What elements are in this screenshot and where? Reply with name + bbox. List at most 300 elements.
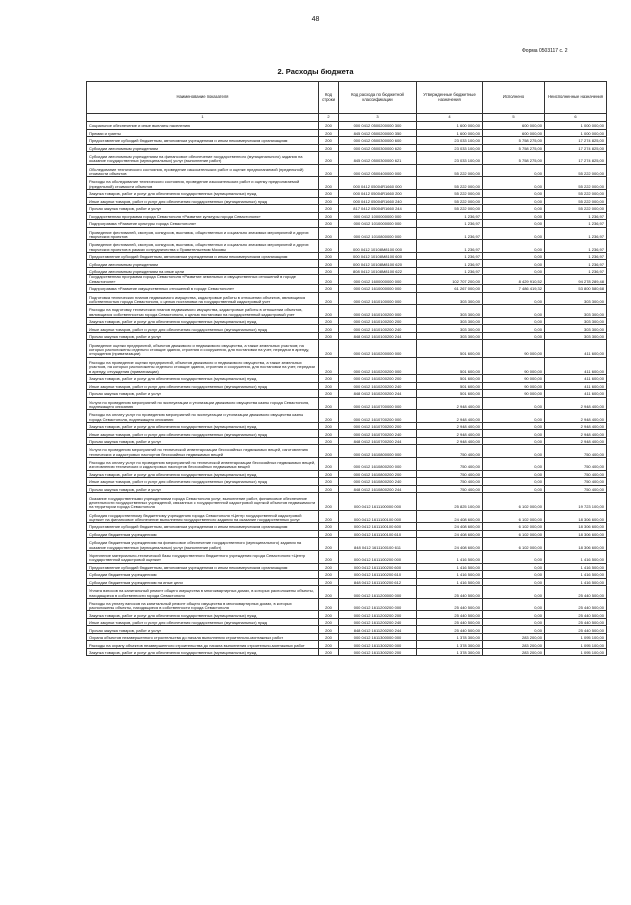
row-name: Прочая закупка товаров, работ и услуг <box>87 485 319 493</box>
column-number-row <box>87 114 607 122</box>
row-budget-code: 000 0412 1611100200 600 <box>339 563 417 571</box>
header-row <box>87 82 607 114</box>
row-executed: 0,00 <box>483 220 545 228</box>
table-row <box>87 375 607 383</box>
row-name: Государственная программа города Севастополя «Развитие культуры города Севастополя» <box>87 212 319 220</box>
row-line-code: 200 <box>319 571 339 579</box>
row-executed: 0,00 <box>483 422 545 430</box>
row-unexecuted: 303 300,00 <box>545 317 607 325</box>
row-approved: 24 408 600,00 <box>417 510 483 523</box>
row-budget-code: 000 0412 1610100200 240 <box>339 325 417 333</box>
row-approved: 24 408 600,00 <box>417 538 483 551</box>
table-row <box>87 611 607 619</box>
row-budget-code: 000 0412 1610700200 200 <box>339 422 417 430</box>
row-unexecuted: 25 440 500,00 <box>545 598 607 611</box>
table-row <box>87 292 607 305</box>
row-budget-code: 000 0412 1000000000 000 <box>339 212 417 220</box>
column-number: 4 <box>417 114 483 122</box>
row-executed: 0,00 <box>483 227 545 240</box>
row-executed: 0,00 <box>483 618 545 626</box>
row-executed: 0,00 <box>483 260 545 268</box>
row-line-code: 200 <box>319 626 339 634</box>
row-name: Субсидии автономным учреждениям на финансовое обеспечение государственного (муниципального) задания на оказание государственных (муниципальных) услуг (выполнение работ) <box>87 152 319 165</box>
row-budget-code: 000 0412 10108М8100 000 <box>339 240 417 253</box>
row-name: Закупка товаров, работ и услуг для обеспечения государственных (муниципальных) нужд <box>87 317 319 325</box>
row-executed: 283 200,00 <box>483 648 545 656</box>
row-unexecuted: 411 600,00 <box>545 375 607 383</box>
row-unexecuted: 1 236,97 <box>545 227 607 240</box>
row-budget-code: 000 0412 10108М8100 600 <box>339 252 417 260</box>
row-line-code: 200 <box>319 648 339 656</box>
row-unexecuted: 1 095 100,00 <box>545 641 607 649</box>
row-name: Расходы на обследование технического состояния, проведение изыскательских работ и оценку предполагаемой (предельной) стоимости объектов <box>87 177 319 190</box>
row-name: Подпрограмма «Развитие культуры города Севастополя» <box>87 220 319 228</box>
table-row <box>87 275 607 285</box>
row-budget-code: 000 0412 1610800000 000 <box>339 445 417 458</box>
row-approved: 55 222 000,00 <box>417 205 483 213</box>
row-executed: 0,00 <box>483 478 545 486</box>
row-approved: 1 378 300,00 <box>417 648 483 656</box>
row-name: Закупка товаров, работ и услуг для обеспечения государственных (муниципальных) нужд <box>87 375 319 383</box>
row-line-code: 200 <box>319 292 339 305</box>
row-unexecuted: 25 440 500,00 <box>545 611 607 619</box>
row-name: Проведение фестивалей, смотров, конкурсов, выставок, общественных и социально значимых мероприятий и других творческих проектов <box>87 227 319 240</box>
row-approved: 2 948 400,00 <box>417 430 483 438</box>
row-budget-code: 000 0412 1611300200 200 <box>339 648 417 656</box>
row-executed: 0,00 <box>483 332 545 340</box>
row-approved: 25 440 500,00 <box>417 626 483 634</box>
row-name: Субсидии автономным учреждениям <box>87 144 319 152</box>
row-line-code: 200 <box>319 212 339 220</box>
table-row <box>87 122 607 130</box>
row-name: Подготовка технических планов недвижимого имущества, кадастровые работы в отношении объектов, являющихся собственностью города Севастополя, с целью постановки на государственный кадастровый учет <box>87 292 319 305</box>
table-row <box>87 458 607 471</box>
row-executed: 0,00 <box>483 177 545 190</box>
row-approved: 1 236,97 <box>417 240 483 253</box>
row-executed: 0,00 <box>483 205 545 213</box>
row-name: Расходы на оплату услуг по проведению мероприятий по эксплуатации и утилизации движимого имущества казны города Севастополя, подлежащего списанию <box>87 410 319 423</box>
row-budget-code: 000 0412 0500300000 600 <box>339 137 417 145</box>
row-budget-code: 000 0412 1611100100 000 <box>339 510 417 523</box>
table-row <box>87 586 607 599</box>
row-budget-code: 000 0412 1610200200 000 <box>339 357 417 374</box>
row-approved: 303 300,00 <box>417 305 483 318</box>
table-row <box>87 129 607 137</box>
row-name: Прочая закупка товаров, работ и услуг <box>87 205 319 213</box>
row-approved: 25 440 500,00 <box>417 611 483 619</box>
row-line-code: 200 <box>319 137 339 145</box>
row-executed: 8 429 910,52 <box>483 275 545 285</box>
row-approved: 303 300,00 <box>417 332 483 340</box>
row-approved: 61 267 000,00 <box>417 285 483 293</box>
row-unexecuted: 750 400,00 <box>545 478 607 486</box>
row-name: Прочая закупка товаров, работ и услуг <box>87 437 319 445</box>
table-row <box>87 523 607 531</box>
row-executed: 283 200,00 <box>483 633 545 641</box>
row-unexecuted: 411 600,00 <box>545 340 607 357</box>
row-name: Расходы на охрану объектов незавершенного строительства до начала выполнения строительно-монтажных работ <box>87 641 319 649</box>
column-number: 2 <box>319 114 339 122</box>
row-executed: 600 000,00 <box>483 129 545 137</box>
row-unexecuted: 303 300,00 <box>545 305 607 318</box>
row-name: Расходы на оплату услуг по проведению мероприятий по технической инвентаризации бесхозяйных недвижимых вещей, изготовлению технических и кадастровых паспортов бесхозяйных недвижимых вещей <box>87 458 319 471</box>
row-budget-code: 000 0412 1611200200 240 <box>339 618 417 626</box>
row-unexecuted: 1 000 000,00 <box>545 122 607 130</box>
row-line-code: 200 <box>319 563 339 571</box>
row-line-code: 200 <box>319 332 339 340</box>
row-executed: 90 000,00 <box>483 390 545 398</box>
row-approved: 2 948 400,00 <box>417 410 483 423</box>
table-row <box>87 563 607 571</box>
table-row <box>87 430 607 438</box>
row-approved: 24 408 600,00 <box>417 523 483 531</box>
row-name: Иные закупки товаров, работ и услуг для обеспечения государственных (муниципальных) нужд <box>87 430 319 438</box>
row-executed: 0,00 <box>483 578 545 586</box>
row-budget-code: 000 0412 05004R1660 000 <box>339 177 417 190</box>
table-row <box>87 390 607 398</box>
row-unexecuted: 1 416 500,00 <box>545 550 607 563</box>
row-executed: 0,00 <box>483 317 545 325</box>
row-unexecuted: 1 236,97 <box>545 252 607 260</box>
table-row <box>87 227 607 240</box>
row-name: Охрана объектов незавершенного строительства до начала выполнения строительно-монтажных работ <box>87 633 319 641</box>
row-approved: 25 440 500,00 <box>417 618 483 626</box>
row-executed: 5 758 275,00 <box>483 137 545 145</box>
row-unexecuted: 55 222 000,00 <box>545 177 607 190</box>
row-name: Закупка товаров, работ и услуг для обеспечения государственных (муниципальных) нужд <box>87 422 319 430</box>
row-line-code: 200 <box>319 485 339 493</box>
row-line-code: 200 <box>319 285 339 293</box>
row-budget-code: 000 0412 1611300200 000 <box>339 641 417 649</box>
row-unexecuted: 1 236,97 <box>545 240 607 253</box>
row-budget-code: 000 0412 1610100200 000 <box>339 305 417 318</box>
row-unexecuted: 17 274 825,00 <box>545 152 607 165</box>
row-line-code: 200 <box>319 586 339 599</box>
row-approved: 750 400,00 <box>417 445 483 458</box>
row-executed: 0,00 <box>483 550 545 563</box>
section-title: 2. Расходы бюджета <box>277 67 354 76</box>
row-budget-code: 000 0412 0500400000 000 <box>339 164 417 177</box>
row-approved: 303 300,00 <box>417 317 483 325</box>
table-row <box>87 626 607 634</box>
header-budget-code: Код расхода по бюджетной классификации <box>339 82 417 114</box>
table-row <box>87 317 607 325</box>
row-line-code: 200 <box>319 611 339 619</box>
table-row <box>87 618 607 626</box>
row-budget-code: 000 0412 1611100200 610 <box>339 571 417 579</box>
row-budget-code: 000 0412 1610700200 000 <box>339 410 417 423</box>
row-name: Субсидии бюджетным учреждениям <box>87 530 319 538</box>
row-executed: 5 758 275,00 <box>483 144 545 152</box>
table-row <box>87 550 607 563</box>
row-name: Субсидии автономным учреждениям на иные цели <box>87 267 319 275</box>
header-approved: Утвержденные бюджетные назначения <box>417 82 483 114</box>
row-unexecuted: 1 095 100,00 <box>545 648 607 656</box>
row-executed: 0,00 <box>483 252 545 260</box>
row-budget-code: 000 0412 10108М8100 620 <box>339 260 417 268</box>
row-budget-code: 000 0412 1610200200 240 <box>339 382 417 390</box>
row-budget-code: 000 0412 1010800000 000 <box>339 227 417 240</box>
row-executed: 6 102 000,00 <box>483 523 545 531</box>
row-line-code: 200 <box>319 550 339 563</box>
row-line-code: 200 <box>319 422 339 430</box>
row-unexecuted: 1 416 500,00 <box>545 578 607 586</box>
row-approved: 55 222 000,00 <box>417 177 483 190</box>
table-row <box>87 493 607 510</box>
row-unexecuted: 55 222 000,00 <box>545 190 607 198</box>
row-line-code: 200 <box>319 240 339 253</box>
row-name: Предоставление субсидий бюджетным, автономным учреждениям и иным некоммерческим организациям <box>87 252 319 260</box>
row-executed: 0,00 <box>483 626 545 634</box>
row-executed: 0,00 <box>483 485 545 493</box>
row-budget-code: 000 0412 05004R1660 200 <box>339 190 417 198</box>
column-number: 6 <box>545 114 607 122</box>
row-name: Оказание государственными учреждениями города Севастополя услуг, выполнение работ, финансовое обеспечение деятельности государственных учреждений, связанных с государственной кадастровой оценкой объектов недвижимости на территории города Севастополя <box>87 493 319 510</box>
row-line-code: 200 <box>319 252 339 260</box>
row-approved: 55 222 000,00 <box>417 197 483 205</box>
row-approved: 1 236,97 <box>417 260 483 268</box>
row-unexecuted: 303 300,00 <box>545 325 607 333</box>
row-unexecuted: 750 400,00 <box>545 485 607 493</box>
row-unexecuted: 2 948 400,00 <box>545 430 607 438</box>
row-unexecuted: 18 306 600,00 <box>545 523 607 531</box>
table-row <box>87 633 607 641</box>
row-budget-code: 000 0412 1611100000 000 <box>339 493 417 510</box>
table-body <box>87 122 607 656</box>
row-unexecuted: 1 236,97 <box>545 212 607 220</box>
row-approved: 2 948 400,00 <box>417 422 483 430</box>
row-unexecuted: 18 306 600,00 <box>545 530 607 538</box>
row-line-code: 200 <box>319 122 339 130</box>
row-line-code: 200 <box>319 633 339 641</box>
table-row <box>87 510 607 523</box>
table-row <box>87 598 607 611</box>
row-approved: 750 400,00 <box>417 470 483 478</box>
row-unexecuted: 1 236,97 <box>545 267 607 275</box>
row-approved: 25 440 500,00 <box>417 586 483 599</box>
row-budget-code: 845 0412 0500300000 621 <box>339 152 417 165</box>
row-line-code: 200 <box>319 197 339 205</box>
row-name: Проведение фестивалей, смотров, конкурсов, выставок, общественных и социально значимых мероприятий и других творческих проектов в рамках сотрудничества с Правительством Москвы <box>87 240 319 253</box>
row-line-code: 200 <box>319 275 339 285</box>
table-row <box>87 152 607 165</box>
row-budget-code: 000 0412 05004R1660 240 <box>339 197 417 205</box>
row-budget-code: 848 0412 1610200200 244 <box>339 390 417 398</box>
row-unexecuted: 303 300,00 <box>545 332 607 340</box>
row-line-code: 200 <box>319 190 339 198</box>
row-approved: 750 400,00 <box>417 485 483 493</box>
row-budget-code: 848 0412 1611100100 611 <box>339 538 417 551</box>
row-line-code: 200 <box>319 220 339 228</box>
row-approved: 1 236,97 <box>417 252 483 260</box>
page-number: 48 <box>311 16 320 23</box>
row-name: Иные закупки товаров, работ и услуг для обеспечения государственных (муниципальных) нужд <box>87 325 319 333</box>
row-approved: 501 600,00 <box>417 390 483 398</box>
table-row <box>87 578 607 586</box>
row-unexecuted: 2 948 400,00 <box>545 410 607 423</box>
row-unexecuted: 2 948 400,00 <box>545 422 607 430</box>
row-budget-code: 845 0412 0500200000 350 <box>339 129 417 137</box>
table-row <box>87 267 607 275</box>
row-budget-code: 848 0412 1611100200 612 <box>339 578 417 586</box>
row-name: Субсидия государственному бюджетному учреждению города Севастополя «Центр государственной кадастровой оценки» на финансовое обеспечение выполнения государственного задания на оказание государственных услуг <box>87 510 319 523</box>
row-executed: 0,00 <box>483 445 545 458</box>
row-unexecuted: 18 306 600,00 <box>545 510 607 523</box>
row-unexecuted: 94 278 289,48 <box>545 275 607 285</box>
row-name: Закупка товаров, работ и услуг для обеспечения государственных (муниципальных) нужд <box>87 648 319 656</box>
row-name: Прочая закупка товаров, работ и услуг <box>87 390 319 398</box>
row-approved: 750 400,00 <box>417 478 483 486</box>
table-row <box>87 212 607 220</box>
header-executed: Исполнено <box>483 82 545 114</box>
row-approved: 1 236,97 <box>417 220 483 228</box>
row-line-code: 200 <box>319 340 339 357</box>
row-line-code: 200 <box>319 397 339 410</box>
row-executed: 0,00 <box>483 292 545 305</box>
row-line-code: 200 <box>319 493 339 510</box>
row-name: Услуги по проведению мероприятий по технической инвентаризации бесхозяйных недвижимых вещей, изготовлению технических и кадастровых паспортов бесхозяйных недвижимых вещей <box>87 445 319 458</box>
row-approved: 750 400,00 <box>417 458 483 471</box>
row-name: Обследование технического состояния, проведение изыскательских работ и оценке предполагаемой (предельной) стоимости объектов <box>87 164 319 177</box>
row-unexecuted: 55 222 000,00 <box>545 197 607 205</box>
row-line-code: 200 <box>319 177 339 190</box>
row-budget-code: 000 0412 1611300000 000 <box>339 633 417 641</box>
row-line-code: 200 <box>319 260 339 268</box>
row-budget-code: 000 0412 1611200200 200 <box>339 611 417 619</box>
table-row <box>87 240 607 253</box>
table-row <box>87 422 607 430</box>
row-name: Закупка товаров, работ и услуг для обеспечения государственных (муниципальных) нужд <box>87 470 319 478</box>
row-approved: 1 416 500,00 <box>417 563 483 571</box>
row-budget-code: 000 0412 0500300000 620 <box>339 144 417 152</box>
row-line-code: 200 <box>319 478 339 486</box>
row-executed: 0,00 <box>483 240 545 253</box>
row-approved: 501 600,00 <box>417 340 483 357</box>
row-line-code: 200 <box>319 470 339 478</box>
row-budget-code: 000 0412 1611200200 000 <box>339 598 417 611</box>
row-name: Субсидии бюджетным учреждениям <box>87 571 319 579</box>
row-name: Иные закупки товаров, работ и услуг для обеспечения государственных (муниципальных) нужд <box>87 197 319 205</box>
row-unexecuted: 1 095 100,00 <box>545 633 607 641</box>
row-name: Проведение оценки предприятий, объектов движимого и недвижимого имущества, а также земельных участков; на которых расположены отдельно стоящие здания, строения и сооружения, для постановки на учет, передачи в аренду, отчуждения (приватизации) <box>87 340 319 357</box>
row-budget-code: 000 0412 1600000000 000 <box>339 275 417 285</box>
row-unexecuted: 750 400,00 <box>545 445 607 458</box>
table-row <box>87 470 607 478</box>
row-unexecuted: 17 274 825,00 <box>545 144 607 152</box>
row-unexecuted: 750 400,00 <box>545 470 607 478</box>
row-approved: 1 416 500,00 <box>417 578 483 586</box>
row-approved: 1 378 300,00 <box>417 633 483 641</box>
row-executed: 0,00 <box>483 598 545 611</box>
row-name: Укрепление материально-технической базы государственного бюджетного учреждения города Севастополя «Центр государственной кадастровой оценки» <box>87 550 319 563</box>
row-unexecuted: 1 000 000,00 <box>545 129 607 137</box>
row-budget-code: 808 0412 10108М8100 622 <box>339 267 417 275</box>
table-row <box>87 144 607 152</box>
row-budget-code: 000 0412 1610200200 200 <box>339 375 417 383</box>
table-row <box>87 325 607 333</box>
row-approved: 1 378 300,00 <box>417 641 483 649</box>
row-approved: 1 600 000,00 <box>417 122 483 130</box>
row-executed: 0,00 <box>483 611 545 619</box>
row-name: Государственная программа города Севастополя «Развитие земельных и имущественных отношений в городе Севастополе» <box>87 275 319 285</box>
row-line-code: 200 <box>319 305 339 318</box>
row-approved: 55 222 000,00 <box>417 164 483 177</box>
expenses-table <box>86 81 607 656</box>
row-line-code: 200 <box>319 152 339 165</box>
row-line-code: 200 <box>319 578 339 586</box>
row-approved: 501 600,00 <box>417 382 483 390</box>
row-line-code: 200 <box>319 227 339 240</box>
row-unexecuted: 19 723 100,00 <box>545 493 607 510</box>
row-executed: 0,00 <box>483 197 545 205</box>
row-name: Субсидии бюджетным учреждениям на иные цели <box>87 578 319 586</box>
row-name: Иные закупки товаров, работ и услуг для обеспечения государственных (муниципальных) нужд <box>87 382 319 390</box>
row-executed: 5 758 275,00 <box>483 152 545 165</box>
row-approved: 55 222 000,00 <box>417 190 483 198</box>
row-budget-code: 000 0412 0500200000 300 <box>339 122 417 130</box>
row-budget-code: 000 0412 1611100100 610 <box>339 530 417 538</box>
row-approved: 2 948 400,00 <box>417 437 483 445</box>
table-row <box>87 190 607 198</box>
row-executed: 0,00 <box>483 458 545 471</box>
row-approved: 1 416 500,00 <box>417 571 483 579</box>
header-line-code: Код строки <box>319 82 339 114</box>
row-line-code: 200 <box>319 325 339 333</box>
column-number: 5 <box>483 114 545 122</box>
row-executed: 0,00 <box>483 212 545 220</box>
row-approved: 1 416 500,00 <box>417 550 483 563</box>
row-line-code: 200 <box>319 510 339 523</box>
row-line-code: 200 <box>319 382 339 390</box>
row-name: Предоставление субсидий бюджетным, автономным учреждениям и иным некоммерческим организациям <box>87 523 319 531</box>
row-approved: 1 236,97 <box>417 267 483 275</box>
row-budget-code: 817 0412 05004R1660 244 <box>339 205 417 213</box>
row-unexecuted: 25 440 500,00 <box>545 626 607 634</box>
row-name: Закупка товаров, работ и услуг для обеспечения государственных (муниципальных) нужд <box>87 190 319 198</box>
row-executed: 0,00 <box>483 437 545 445</box>
table-row <box>87 641 607 649</box>
row-unexecuted: 25 440 500,00 <box>545 586 607 599</box>
row-line-code: 200 <box>319 641 339 649</box>
row-budget-code: 000 0412 1610800200 200 <box>339 470 417 478</box>
table-row <box>87 530 607 538</box>
row-line-code: 200 <box>319 538 339 551</box>
row-approved: 303 300,00 <box>417 292 483 305</box>
row-executed: 7 486 419,32 <box>483 285 545 293</box>
row-line-code: 200 <box>319 530 339 538</box>
row-unexecuted: 2 948 400,00 <box>545 437 607 445</box>
row-unexecuted: 750 400,00 <box>545 458 607 471</box>
row-budget-code: 848 0412 1610700200 244 <box>339 437 417 445</box>
table-row <box>87 478 607 486</box>
row-line-code: 200 <box>319 164 339 177</box>
row-name: Расходы на подготовку технических планов недвижимого имущества, кадастровые работы в отношении объектов, являющихся собственностью города Севастополя, с целью постановки на государственный кадастровый учет <box>87 305 319 318</box>
row-approved: 501 600,00 <box>417 357 483 374</box>
row-line-code: 200 <box>319 523 339 531</box>
row-line-code: 200 <box>319 375 339 383</box>
row-executed: 0,00 <box>483 190 545 198</box>
row-executed: 0,00 <box>483 586 545 599</box>
row-name: Социальное обеспечение и иные выплаты населению <box>87 122 319 130</box>
row-name: Субсидии бюджетным учреждениям на финансовое обеспечение государственного (муниципального) задания на оказание государственных (муниципальных) услуг (выполнение работ) <box>87 538 319 551</box>
row-executed: 0,00 <box>483 325 545 333</box>
row-unexecuted: 411 600,00 <box>545 382 607 390</box>
row-approved: 23 033 100,00 <box>417 137 483 145</box>
table-row <box>87 437 607 445</box>
row-line-code: 200 <box>319 317 339 325</box>
row-unexecuted: 1 416 500,00 <box>545 571 607 579</box>
row-unexecuted: 303 300,00 <box>545 292 607 305</box>
